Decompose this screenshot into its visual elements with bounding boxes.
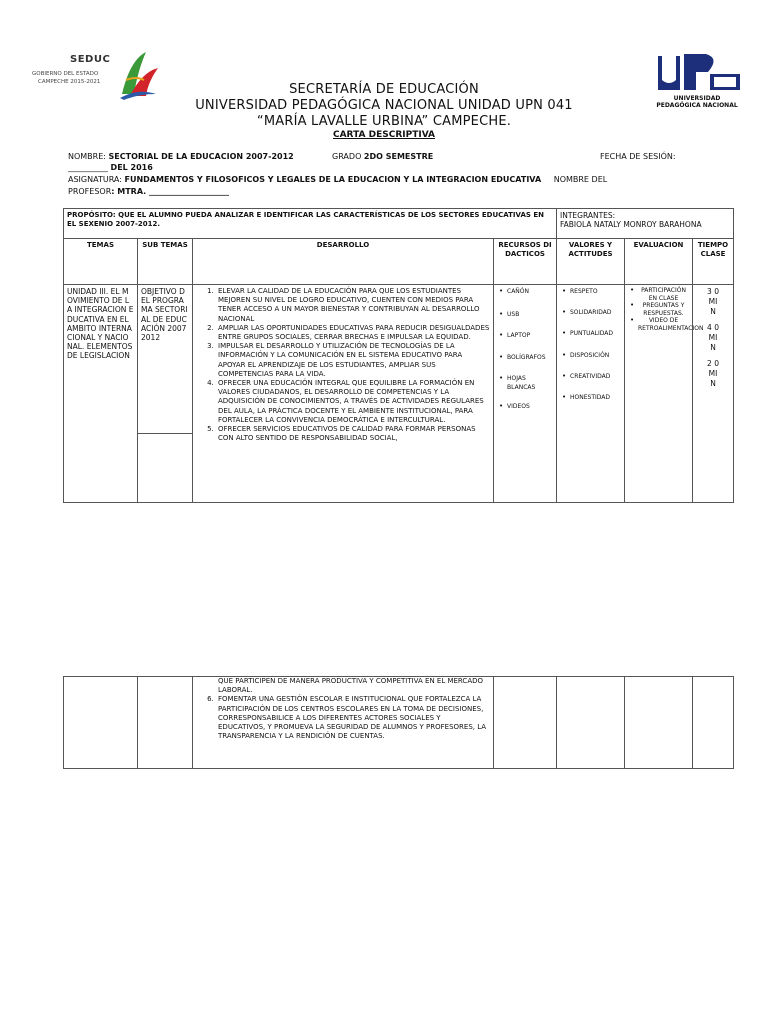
valor-item: • CREATIVIDAD [570, 372, 621, 381]
subtema-text: OBJETIVO DEL PROGRAMA SECTORIAL DE EDUCACIÓN 2007 2012 [138, 285, 192, 434]
recurso-item: • HOJAS BLANCAS [507, 374, 553, 392]
header-temas: TEMAS [64, 239, 138, 285]
meta-nombre [68, 152, 294, 161]
recurso-item: • LAPTOP [507, 331, 553, 340]
tiempo-item: 2 0 MI N [707, 359, 719, 388]
meta-asignatura [68, 175, 607, 184]
header-tiempo: TIEMPO CLASE [693, 239, 734, 285]
meta-fecha [68, 163, 153, 172]
desarrollo-item: 4. OFRECER UNA EDUCACIÓN INTEGRAL QUE EQUILIBRE LA FORMACIÓN EN VALORES CIUDADANOS, EL DESARROLLO DE COMPETENCIAS Y LA ADQUISICIÓN DE CONOCIMIENTOS, A TRAVÉS DE ACTIVIDADES REGULARES DEL AULA, LA PRÁCTICA DOCENTE Y EL AMBIENTE INSTITUCIONAL, PARA FORTALECER LA CONVIVENCIA DEMOCRÁTICA E INTERCULTURAL. [216, 379, 490, 425]
cont-desarrollo-cell [193, 677, 494, 769]
fecha-value: DEL 2016 [110, 163, 153, 172]
main-table [63, 208, 734, 503]
recurso-item: • USB [507, 310, 553, 319]
header-line-3: “MARÍA LAVALLE URBINA” CAMPECHE. [256, 114, 512, 129]
integrantes-cell [557, 209, 734, 239]
desarrollo-item: 3. IMPULSAR EL DESARROLLO Y UTILIZACIÓN DE TECNOLOGÍAS DE LA INFORMACIÓN Y LA COMUNICACIÓN EN EL SISTEMA EDUCATIVO PARA APOYAR EL APRENDIZAJE DE LOS ESTUDIANTES, AMPLIAR SUS COMPETENCIAS PARA LA VIDA. [216, 342, 490, 379]
valor-item: • PUNTUALIDAD [570, 329, 621, 338]
subtema-cell [138, 285, 193, 503]
nombre-del-label: NOMBRE DEL [553, 175, 608, 184]
desarrollo-item: 2. AMPLIAR LAS OPORTUNIDADES EDUCATIVAS PARA REDUCIR DESIGUALDADES ENTRE GRUPOS SOCIALES, CERRAR BRECHAS E IMPULSAR LA EQUIDAD. [216, 324, 490, 342]
evaluacion-item: • PREGUNTAS Y RESPUESTAS. [638, 302, 689, 317]
valores-cell [557, 285, 625, 503]
meta-grado [332, 152, 433, 161]
proposito-row [64, 209, 734, 239]
seduc-brand: SEDUC [70, 54, 111, 65]
nombre-value: SECTORIAL DE LA EDUCACION 2007-2012 [108, 152, 294, 161]
cont-empty-cell [138, 677, 193, 769]
tema-cell: UNIDAD III. EL MOVIMIENTO DE LA INTEGRACION EDUCATIVA EN EL AMBITO INTERNACIONAL Y NACIONAL. ELEMENTOS DE LEGISLACION [64, 285, 138, 503]
desarrollo-list [196, 287, 490, 443]
evaluacion-item: • PARTICIPACIÓN EN CLASE [638, 287, 689, 302]
cont-lead-text: QUE PARTICIPEN DE MANERA PRODUCTIVA Y COMPETITIVA EN EL MERCADO LABORAL. [218, 677, 484, 695]
cont-empty-cell [693, 677, 734, 769]
cont-empty-cell [625, 677, 693, 769]
nombre-label: NOMBRE: [68, 152, 106, 161]
valor-item: • HONESTIDAD [570, 393, 621, 402]
proposito-cell: PROPÓSITO: QUE EL ALUMNO PUEDA ANALIZAR E IDENTIFICAR LAS CARACTERÍSTICAS DE LOS SECTORES EDUCATIVAS EN EL SEXENIO 2007-2012. [64, 209, 557, 239]
desarrollo-item: 6. FOMENTAR UNA GESTIÓN ESCOLAR E INSTITUCIONAL QUE FORTALEZCA LA PARTICIPACIÓN DE LOS CENTROS ESCOLARES EN LA TOMA DE DECISIONES, CORRESPONSABILICE A LOS DIFERENTES ACTORES SOCIALES Y EDUCATIVOS, Y PROMUEVA LA SEGURIDAD DE ALUMNOS Y PROFESORES, LA TRANSPARENCIA Y LA RENDICIÓN DE CUENTAS. [216, 695, 490, 741]
fecha-label: FECHA DE SESIÓN: [600, 152, 676, 161]
header-row [64, 239, 734, 285]
asignatura-value: FUNDAMENTOS Y FILOSOFICOS Y LEGALES DE LA EDUCACION Y LA INTEGRACION EDUCATIVA [124, 175, 542, 184]
recurso-item: • CAÑÓN [507, 287, 553, 296]
header-valores: VALORES Y ACTITUDES [557, 239, 625, 285]
header-evaluacion: EVALUACION [625, 239, 693, 285]
valor-item: • RESPETO [570, 287, 621, 296]
grado-value: 2DO SEMESTRE [363, 152, 434, 161]
desarrollo-item: 5. OFRECER SERVICIOS EDUCATIVOS DE CALIDAD PARA FORMAR PERSONAS CON ALTO SENTIDO DE RESPONSABILIDAD SOCIAL, [216, 425, 490, 443]
seduc-sub1: GOBIERNO DEL ESTADO [32, 71, 99, 77]
evaluacion-list [628, 287, 704, 332]
continuation-row [64, 677, 734, 769]
fecha-blank: __________ [68, 163, 108, 172]
profesor-label: PROFESOR [68, 187, 112, 196]
tiempo-item: 3 0 MI N [707, 287, 719, 316]
valores-list [560, 287, 621, 402]
profesor-value: : MTRA. ____________________ [111, 187, 230, 196]
desarrollo-item: 1. ELEVAR LA CALIDAD DE LA EDUCACIÓN PARA QUE LOS ESTUDIANTES MEJOREN SU NIVEL DE LOGRO EDUCATIVO, CUENTEN CON MEDIOS PARA TENER ACCESO A UN MAYOR BIENESTAR Y CONTRIBUYAN AL DESARROLLO NACIONAL [216, 287, 490, 324]
recurso-item: • BOLÍGRAFOS [507, 353, 553, 362]
seduc-sub2: CAMPECHE 2015-2021 [38, 79, 101, 85]
recursos-list [497, 287, 553, 411]
header-subtemas: SUB TEMAS [138, 239, 193, 285]
integrantes-value: FABIOLA NATALY MONROY BARAHONA [560, 220, 702, 230]
cont-empty-cell [64, 677, 138, 769]
upn-text: UNIVERSIDAD PEDAGÓGICA NACIONAL [656, 95, 738, 109]
evaluacion-item: • VIDEO DE RETROALIMENTACION [638, 317, 689, 332]
recursos-cell [494, 285, 557, 503]
continuation-table [63, 676, 734, 769]
valor-item: • SOLIDARIDAD [570, 308, 621, 317]
header-line-2: UNIVERSIDAD PEDAGÓGICA NACIONAL UNIDAD UPN 041 [195, 98, 573, 113]
tiempo-item: 4 0 MI N [707, 323, 719, 352]
meta-profesor [68, 187, 229, 196]
valor-item: • DISPOSICIÓN [570, 351, 621, 360]
recurso-item: • VIDEOS [507, 402, 553, 411]
header-line-1: SECRETARÍA DE EDUCACIÓN [289, 82, 479, 97]
cont-empty-cell [494, 677, 557, 769]
tiempo-cell [693, 285, 734, 503]
header-desarrollo: DESARROLLO [193, 239, 494, 285]
asignatura-label: ASIGNATURA: [68, 175, 122, 184]
content-row [64, 285, 734, 503]
header-recursos: RECURSOS DIDACTICOS [494, 239, 557, 285]
integrantes-label: INTEGRANTES: [560, 211, 616, 220]
cont-empty-cell [557, 677, 625, 769]
cont-list [196, 695, 490, 741]
grado-label: GRADO [332, 152, 362, 161]
desarrollo-cell [193, 285, 494, 503]
evaluacion-cell [625, 285, 704, 503]
document-title: CARTA DESCRIPTIVA [332, 130, 436, 140]
